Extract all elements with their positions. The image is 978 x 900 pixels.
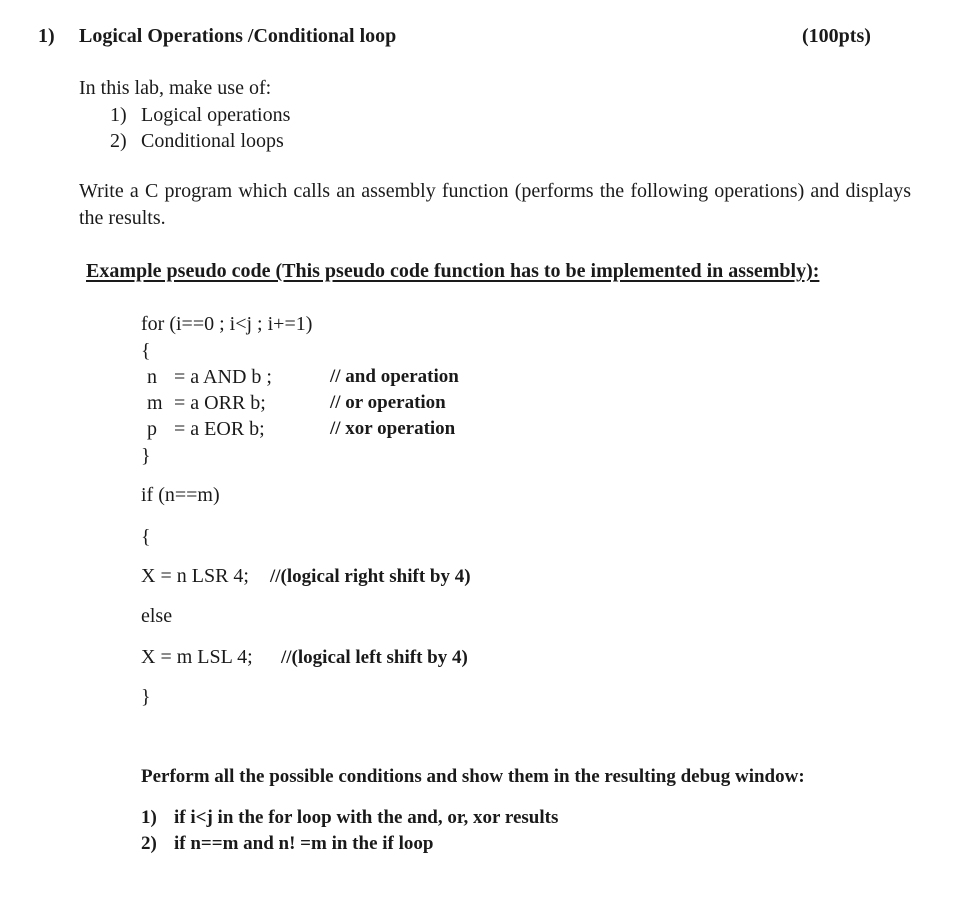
code-shift-right-comment: //(logical right shift by 4) [270, 566, 471, 587]
condition-item-2-number: 2) [141, 833, 157, 854]
intro-item-1-text: Logical operations [141, 104, 291, 126]
example-heading: Example pseudo code (This pseudo code function has to be implemented in assembly): [86, 260, 820, 282]
code-op-n-comment: // and operation [330, 366, 459, 387]
code-open-brace-1: { [141, 340, 151, 362]
code-op-p-lhs: p [147, 418, 157, 440]
intro-item-2-number: 2) [110, 130, 127, 152]
intro-lead: In this lab, make use of: [79, 77, 272, 99]
code-if-line: if (n==m) [141, 484, 220, 506]
condition-item-1-number: 1) [141, 807, 157, 828]
code-op-n-rhs: = a AND b ; [174, 366, 272, 388]
intro-item-2-text: Conditional loops [141, 130, 284, 152]
condition-item-1-text: if i<j in the for loop with the and, or, xor results [174, 807, 559, 828]
code-op-m-rhs: = a ORR b; [174, 392, 266, 414]
code-op-m-lhs: m [147, 392, 163, 414]
code-for-line: for (i==0 ; i<j ; i+=1) [141, 313, 313, 335]
code-close-brace-1: } [141, 445, 151, 467]
code-shift-left-comment: //(logical left shift by 4) [281, 647, 468, 668]
code-op-m-comment: // or operation [330, 392, 446, 413]
condition-item-2-text: if n==m and n! =m in the if loop [174, 833, 434, 854]
code-op-p-rhs: = a EOR b; [174, 418, 265, 440]
intro-item-1-number: 1) [110, 104, 127, 126]
question-title: Logical Operations /Conditional loop [79, 25, 397, 47]
conditions-heading: Perform all the possible conditions and show them in the resulting debug window: [141, 766, 805, 787]
code-op-p-comment: // xor operation [330, 418, 456, 439]
task-paragraph: Write a C program which calls an assembly function (performs the following operations) and displays the results. [79, 180, 911, 229]
code-shift-right-stmt: X = n LSR 4; [141, 565, 249, 587]
question-number: 1) [38, 25, 55, 47]
code-open-brace-2: { [141, 526, 151, 548]
code-close-brace-2: } [141, 686, 151, 708]
question-points: (100pts) [802, 25, 871, 47]
code-op-n-lhs: n [147, 366, 157, 388]
code-shift-left-stmt: X = m LSL 4; [141, 646, 253, 668]
code-else-line: else [141, 605, 173, 627]
